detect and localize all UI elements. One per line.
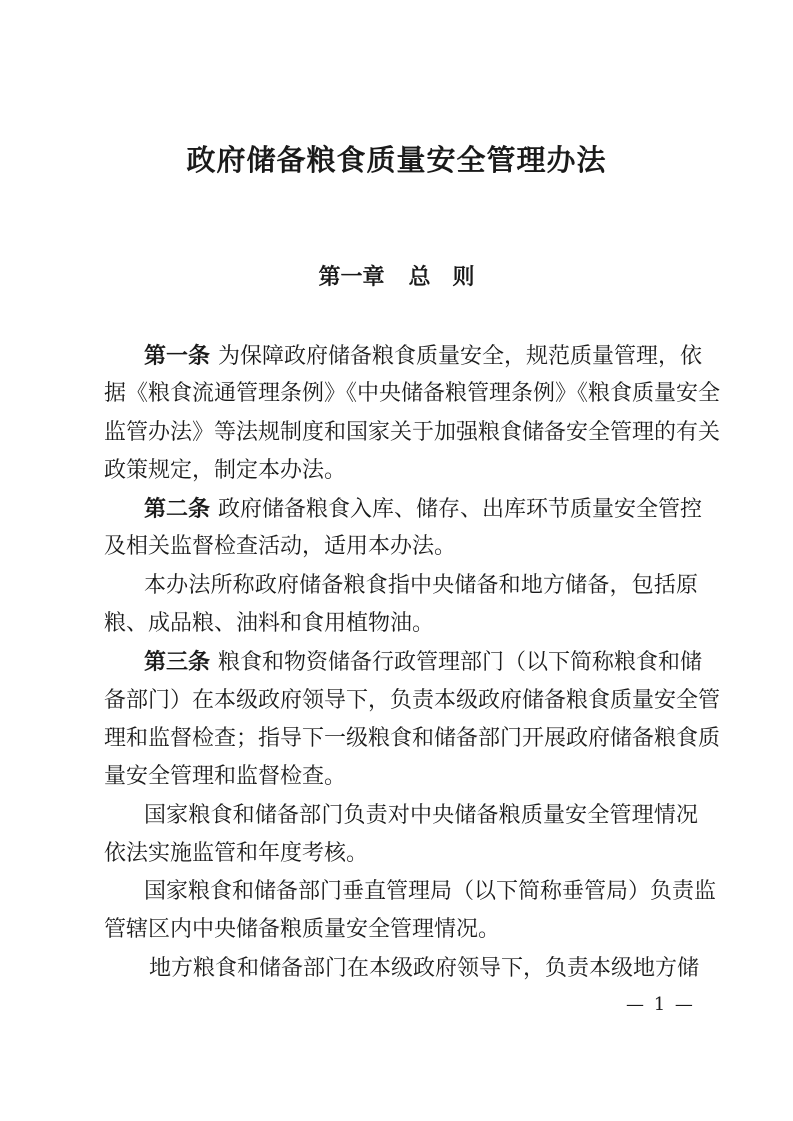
body-line: 管辖区内中央储备粮质量安全管理情况。 xyxy=(104,917,501,943)
body-line: 据《粮食流通管理条例》《中央储备粮管理条例》《粮食质量安全 xyxy=(104,381,721,407)
body-line: 理和监督检查；指导下一级粮食和储备部门开展政府储备粮食质 xyxy=(104,725,721,751)
article-2-line xyxy=(104,493,703,531)
body-line: 量安全管理和监督检查。 xyxy=(104,764,347,790)
article-heading: 第二条 xyxy=(144,496,211,523)
line-text: 为保障政府储备粮食质量安全，规范质量管理，依 xyxy=(218,344,703,369)
article-3-line xyxy=(104,646,703,684)
article-heading: 第三条 xyxy=(144,649,211,676)
body-line: 国家粮食和储备部门负责对中央储备粮质量安全管理情况 xyxy=(144,802,698,828)
page-number: — 1 — xyxy=(626,994,695,1015)
body-line: 国家粮食和储备部门垂直管理局（以下简称垂管局）负责监 xyxy=(144,879,717,905)
chapter-name: 总 则 xyxy=(408,264,475,290)
chapter-heading xyxy=(0,260,793,291)
line-text: 粮食和物资储备行政管理部门（以下简称粮食和储 xyxy=(218,650,703,676)
body-line: 本办法所称政府储备粮食指中央储备和地方储备，包括原 xyxy=(144,572,698,598)
chapter-number: 第一章 xyxy=(318,264,385,290)
article-1-line xyxy=(104,340,703,378)
body-line: 地方粮食和储备部门在本级政府领导下，负责本级地方储 xyxy=(149,955,700,981)
article-heading: 第一条 xyxy=(144,343,211,369)
line-text: 政府储备粮食入库、储存、出库环节质量安全管控 xyxy=(218,497,703,523)
body-line: 备部门）在本级政府领导下，负责本级政府储备粮食质量安全管 xyxy=(104,687,721,713)
document-body xyxy=(104,340,721,991)
body-line: 粮、成品粮、油料和食用植物油。 xyxy=(104,611,435,637)
body-line: 及相关监督检查活动，适用本办法。 xyxy=(104,534,457,560)
body-line: 政策规定，制定本办法。 xyxy=(104,457,347,483)
body-line: 依法实施监管和年度考核。 xyxy=(104,840,369,866)
body-line: 监管办法》等法规制度和国家关于加强粮食储备安全管理的有关 xyxy=(104,419,721,445)
document-title: 政府储备粮食质量安全管理办法 xyxy=(186,143,607,177)
